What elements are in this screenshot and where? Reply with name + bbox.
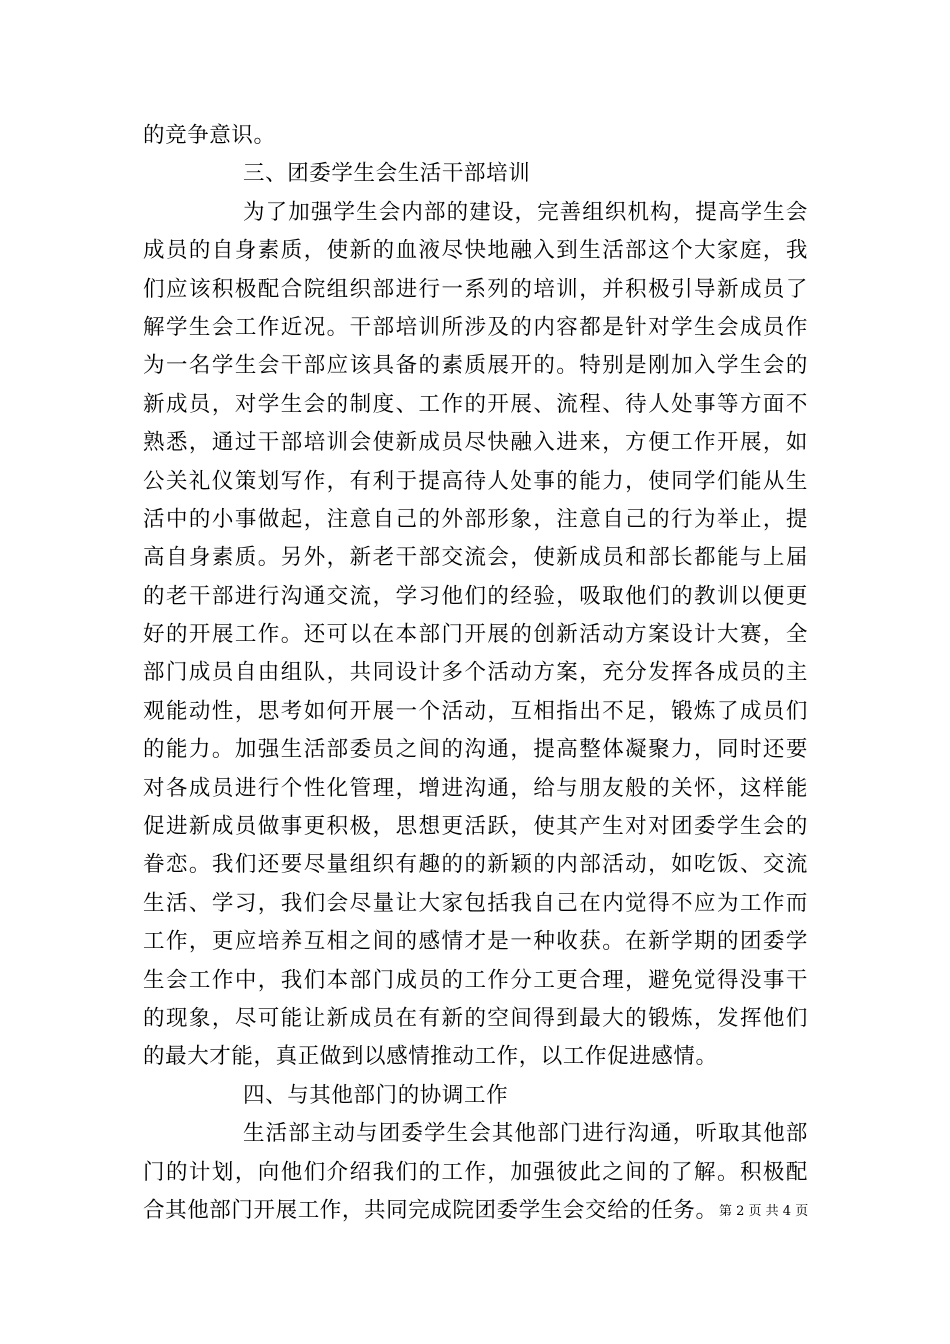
text-line: 为了加强学生会内部的建设，完善组织机构，提高学生会 [243,199,808,225]
text-line: 四、与其他部门的协调工作 [243,1082,509,1108]
text-line: 的能力。加强生活部委员之间的沟通，提高整体凝聚力，同时还要 [143,737,808,763]
text-line: 成员的自身素质，使新的血液尽快地融入到生活部这个大家庭，我 [143,238,808,264]
text-line: 活中的小事做起，注意自己的外部形象，注意自己的行为举止，提 [143,506,808,532]
text-line: 工作，更应培养互相之间的感情才是一种收获。在新学期的团委学 [143,929,808,955]
text-line: 生活部主动与团委学生会其他部门进行沟通，听取其他部 [243,1121,808,1147]
text-line: 对各成员进行个性化管理，增进沟通，给与朋友般的关怀，这样能 [143,775,808,801]
text-line: 生活、学习，我们会尽量让大家包括我自己在内觉得不应为工作而 [143,890,808,916]
text-line: 为一名学生会干部应该具备的素质展开的。特别是刚加入学生会的 [143,353,808,379]
text-line: 解学生会工作近况。干部培训所涉及的内容都是针对学生会成员作 [143,314,808,340]
text-line: 的现象，尽可能让新成员在有新的空间得到最大的锻炼，发挥他们 [143,1005,808,1031]
text-line: 们应该积极配合院组织部进行一系列的培训，并积极引导新成员了 [143,276,808,302]
text-line: 生会工作中，我们本部门成员的工作分工更合理，避免觉得没事干 [143,967,808,993]
text-line: 的最大才能，真正做到以感情推动工作，以工作促进感情。 [143,1044,718,1070]
text-line: 促进新成员做事更积极，思想更活跃，使其产生对对团委学生会的 [143,814,808,840]
text-line: 三、团委学生会生活干部培训 [243,161,531,187]
text-line: 合其他部门开展工作，共同完成院团委学生会交给的任务。 [143,1197,718,1223]
text-line: 观能动性，思考如何开展一个活动，互相指出不足，锻炼了成员们 [143,698,808,724]
text-line: 门的计划，向他们介绍我们的工作，加强彼此之间的了解。积极配 [143,1159,808,1185]
text-line: 高自身素质。另外，新老干部交流会，使新成员和部长都能与上届 [143,545,808,571]
body-text [143,117,808,1230]
text-line: 熟悉，通过干部培训会使新成员尽快融入进来，方便工作开展，如 [143,430,808,456]
text-line: 新成员，对学生会的制度、工作的开展、流程、待人处事等方面不 [143,391,808,417]
text-line: 的竞争意识。 [143,123,276,148]
text-line: 公关礼仪策划写作，有利于提高待人处事的能力，使同学们能从生 [143,468,808,494]
text-line: 好的开展工作。还可以在本部门开展的创新活动方案设计大赛，全 [143,622,808,648]
text-line: 的老干部进行沟通交流，学习他们的经验，吸取他们的教训以便更 [143,583,808,609]
text-line: 眷恋。我们还要尽量组织有趣的的新颖的内部活动，如吃饭、交流 [143,852,808,878]
text-line: 部门成员自由组队，共同设计多个活动方案，充分发挥各成员的主 [143,660,808,686]
page-footer: 第 2 页 共 4 页 [719,1204,809,1219]
